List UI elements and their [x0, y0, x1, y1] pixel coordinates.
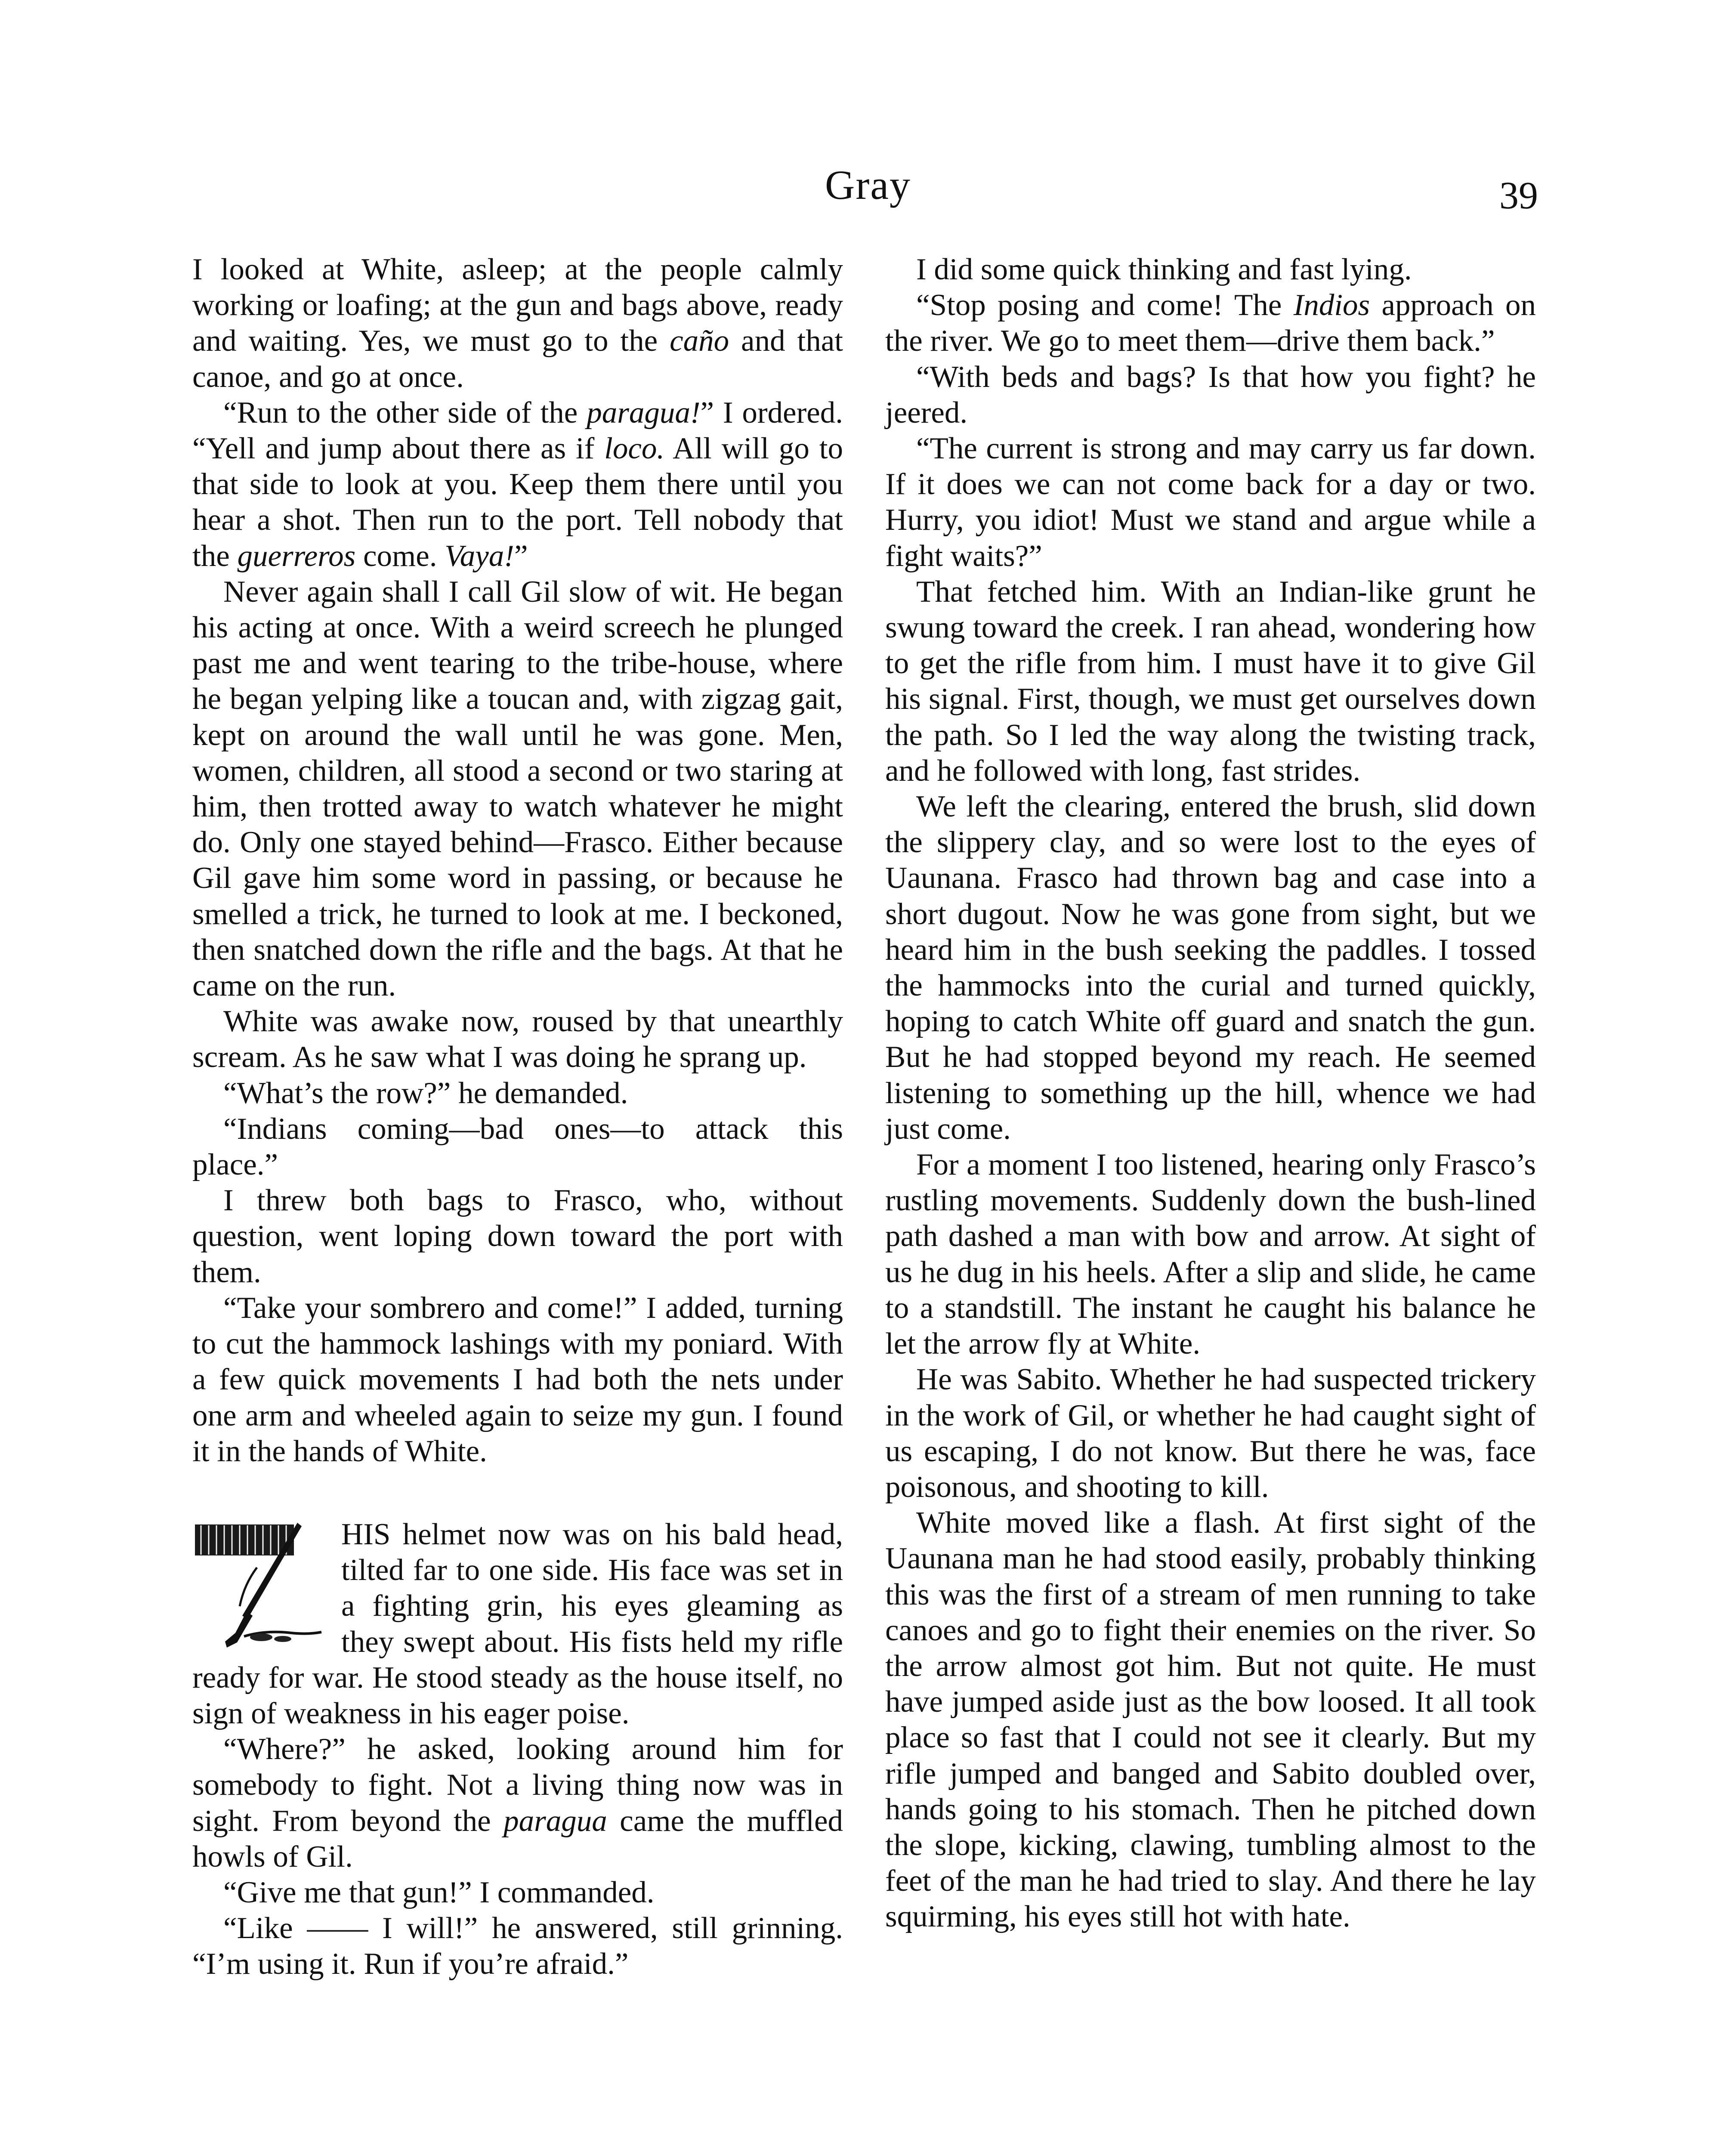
paragraph: “What’s the row?” he demanded.	[223, 1076, 628, 1110]
paragraph: “With beds and bags? Is that how you fight? he jeered.	[885, 360, 1536, 430]
paragraph: “The current is strong and may carry us far down. If it does we can not come back for a day or two. Hurry, you idiot! Must we stand and argue while a fight waits?”	[885, 432, 1536, 573]
paragraph: “Indians coming—bad ones—to attack this place.”	[192, 1112, 843, 1182]
paragraph: White moved like a flash. At first sight of the Uaunana man he had stood easily, probably thinking this was the first of a stream of men running to take canoes and go to fight their enemies on the river. So the arrow almost got him. But not quite. He must have jumped aside just as the bow loosed. It all took place so fast that I could not see it clearly. But my rifle jumped and banged and Sabito doubled over, hands going to his stomach. Then he pitched down the slope, kicking, clawing, tumbling almost to the feet of the man he had tried to slay. And there he lay squirming, his eyes still hot with hate.	[885, 1506, 1536, 1934]
paragraph: Never again shall I call Gil slow of wit. He began his acting at once. With a weird screech he plunged past me and went tearing to the tribe-house, where he began yelping like a toucan and, with zigzag gait, kept on around the wall until he was gone. Men, women, children, all stood a second or two staring at him, then trotted away to watch whatever he might do. Only one stayed behind—Frasco. Either because Gil gave him some word in passing, or because he smelled a trick, he turned to look at me. I beckoned, then snatched down the rifle and the bags. At that he came on the run.	[192, 575, 843, 1003]
paragraph: He was Sabito. Whether he had suspected trickery in the work of Gil, or whether he had caught sight of us escaping, I do not know. But there he was, face poisonous, and shooting to kill.	[885, 1363, 1536, 1504]
paragraph: I did some quick thinking and fast lying.	[916, 253, 1412, 286]
section-break	[192, 1469, 843, 1517]
dropcap-paragraph: HIS helmet now was on his bald head, tilted far to one side. His face was set in a fighting grin, his eyes gleaming as they swept about. His fists held my rifle ready for war. He stood steady as the house itself, no sign of weakness in his eager poise.	[192, 1517, 843, 1730]
paragraph: I threw both bags to Frasco, who, without question, went loping down toward the port with them.	[192, 1184, 843, 1289]
paragraph: “Take your sombrero and come!” I added, turning to cut the hammock lashings with my poniard. With a few quick movements I had both the nets under one arm and wheeled again to seize my gun. I found it in the hands of White.	[192, 1291, 843, 1468]
paragraph: “Run to the other side of the paragua!” I ordered. “Yell and jump about there as if loco. All will go to that side to look at you. Keep them there until you hear a shot. Then run to the port. Tell nobody that the guerreros come. Vaya!”	[192, 396, 843, 573]
page-number: 39	[1499, 174, 1538, 217]
page-title: Gray	[825, 162, 911, 208]
paragraph: We left the clearing, entered the brush, slid down the slippery clay, and so were lost to the eyes of Uaunana. Frasco had thrown bag and case into a short dugout. Now he was gone from sight, but we heard him in the bush seeking the paddles. I tossed the hammocks into the curial and turned quickly, hoping to catch White off guard and snatch the gun. But he had stopped beyond my reach. He seemed listening to something up the hill, whence we had just come.	[885, 790, 1536, 1146]
paragraph: That fetched him. With an Indian-like grunt he swung toward the creek. I ran ahead, wondering how to get the rifle from him. I must have it to give Gil his signal. First, though, we must get ourselves down the path. So I led the way along the twisting track, and he followed with long, fast strides.	[885, 575, 1536, 788]
paragraph: For a moment I too listened, hearing only Frasco’s rustling movements. Suddenly down the bush-lined path dashed a man with bow and arrow. At sight of us he dug in his heels. After a slip and slide, he came to a standstill. The instant he caught his balance he let the arrow fly at White.	[885, 1148, 1536, 1361]
paragraph: “Stop posing and come! The Indios approach on the river. We go to meet them—drive them back.”	[885, 288, 1536, 358]
paragraph: “Give me that gun!” I commanded.	[223, 1875, 655, 1909]
paragraph: “Like —— I will!” he answered, still grinning. “I’m using it. Run if you’re afraid.”	[192, 1911, 843, 1981]
rifle-dropcap-illustration-icon	[192, 1520, 334, 1658]
right-column	[885, 252, 1536, 1935]
paragraph: White was awake now, roused by that unearthly scream. As he saw what I was doing he sprang up.	[192, 1005, 843, 1074]
paragraph: “Where?” he asked, looking around him for somebody to fight. Not a living thing now was in sight. From beyond the paragua came the muffled howls of Gil.	[192, 1732, 843, 1874]
left-column	[192, 252, 843, 1982]
paragraph: I looked at White, asleep; at the people calmly working or loafing; at the gun and bags above, ready and waiting. Yes, we must go to the caño and that canoe, and go at once.	[192, 253, 843, 394]
